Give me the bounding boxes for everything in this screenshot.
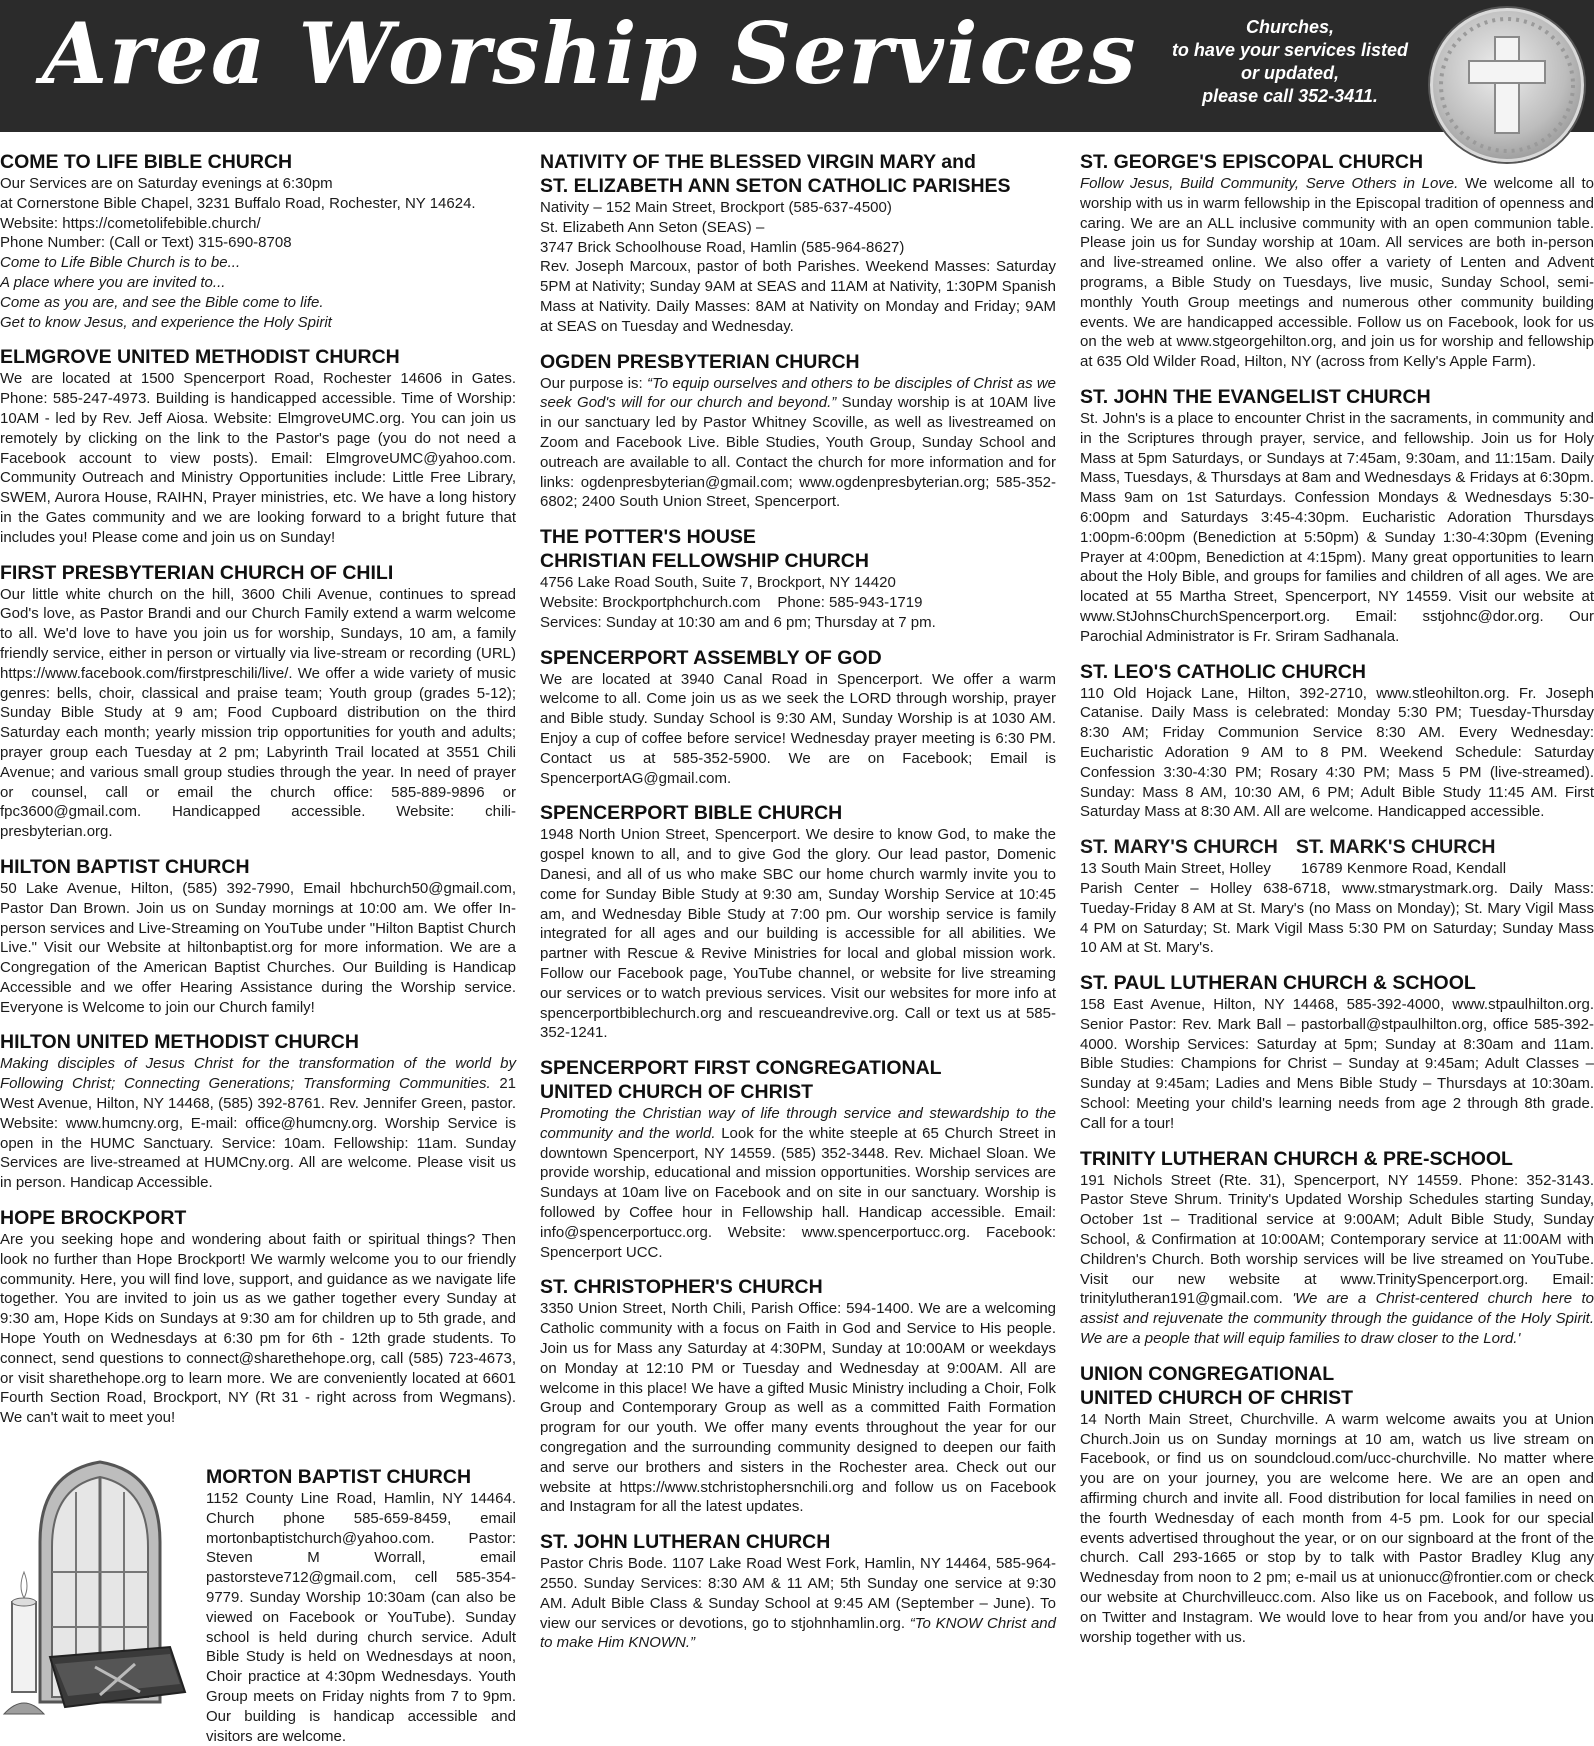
listing-motto: 'We are a Christ-centered church here to assist and rejuvenate the community through the guidance of the Holy Spirit. We are a people that will equip families to draw closer to the Lord.' — [1080, 1290, 1594, 1348]
cross-badge-icon — [1430, 8, 1584, 162]
church-window-illustration — [0, 1452, 200, 1729]
listing-line: Come as you are, and see the Bible come to life. — [0, 293, 324, 311]
listing-line: 3747 Brick Schoolhouse Road, Hamlin (585-964-8627) — [540, 238, 905, 256]
listing-line: Our Services are on Saturday evenings at 6:30pm — [0, 175, 333, 192]
listing-body — [1080, 1171, 1594, 1349]
listing-line: St. Elizabeth Ann Seton (SEAS) – — [540, 218, 765, 236]
listing-title: MORTON BAPTIST CHURCH — [206, 1466, 472, 1488]
listing-body: 110 Old Hojack Lane, Hilton, 392-2710, www.stleohilton.org. Fr. Joseph Catanise. Daily Mass is celebrated: Monday 5:30 PM; Tuesday-Thursday 8:30 AM; Friday Communion Service 8:30 AM. Every Wednesday: Eucharistic Adoration 9 AM to 8 PM. Weekend Schedule: Saturday Confession 3:30-4:30 PM; Rosary 4:30 PM; Mass 5 PM (live-streamed). Sunday: Mass 8 AM, 10:30 AM, 6 PM; Adult Bible Study 11:45 AM. First Saturday Mass at 8:30 AM. All are welcome. Handicapped accessible. — [1080, 684, 1594, 821]
listing-text: We welcome all to worship with us in warm fellowship in the Episcopal tradition of openness and caring. We are an ALL inclusive community with an open communion table. Please join us for Sunday worship at 10am. All services are both in-person and live-streamed online. We also offer a variety of Lenten and Advent programs, a Bible Study on Tuesdays, live music, Sunday School, semi-monthly Youth Group meetings and numerous other community building events. We are handicapped accessible. Follow us on Facebook, look for us on the web at www.stgeorgehilton.org, and join us for worship and fellowship at 635 Old Wilder Road, Hilton, NY (across from Kelly's Apple Farm). — [1080, 175, 1594, 371]
notice-line: Churches, — [1245, 17, 1335, 37]
listing-title: ELMGROVE UNITED METHODIST CHURCH — [0, 346, 400, 369]
column-3 — [1080, 150, 1594, 1660]
listing-title: SPENCERPORT BIBLE CHURCH — [540, 802, 843, 825]
listing-body — [540, 1104, 1056, 1262]
header-banner — [0, 0, 1594, 132]
listing-body: 3350 Union Street, North Chili, Parish Office: 594-1400. We are a welcoming Catholic community with a focus on Faith in God and Service to His people. Join us for Mass any Saturday at 4:30PM, Sunday at 10:00AM or weekdays on Monday at 12:10 PM or Tuesday and Wednesday at 9:00AM. All are welcome in this place! We have a gifted Music Ministry including a Choir, Folk Group and Contemporary Group as well as a committed Faith Formation program for our youth. We offer many events throughout the year for our congregation and the surrounding community designed to deepen our faith and serve our brothers and sisters in the Rochester area. Check out our website at https://www.stchristophersnchili.org and follow us on Facebook and Instagram for all the latest updates. — [540, 1300, 1056, 1516]
listing-line: 4756 Lake Road South, Suite 7, Brockport, NY 14420 — [540, 574, 896, 592]
listing-title: UNION CONGREGATIONAL — [1080, 1362, 1335, 1385]
listing-st-georges-episcopal — [1080, 150, 1594, 372]
listing-trinity-lutheran — [1080, 1147, 1594, 1349]
listing-line: Phone Number: (Call or Text) 315-690-8708 — [0, 234, 292, 252]
listing-morton-baptist — [206, 1465, 516, 1746]
column-2 — [540, 150, 1056, 1666]
notice-line: to have your services listed — [1171, 40, 1409, 60]
listing-line: Come to Life Bible Church is to be... — [0, 254, 241, 272]
listing-union-congregational — [1080, 1362, 1594, 1648]
notice-line: please call 352-3411. — [1202, 86, 1378, 106]
listing-title: ST. ELIZABETH ANN SETON CATHOLIC PARISHES — [540, 175, 1011, 197]
listing-address-pair — [1080, 859, 1594, 879]
listing-line: A place where you are invited to... — [0, 273, 226, 291]
listing-title: ST. CHRISTOPHER'S CHURCH — [540, 1276, 823, 1299]
listing-body: 50 Lake Avenue, Hilton, (585) 392-7990, Email hbchurch50@gmail.com, Pastor Dan Brown. Join us on Sunday mornings at 10:00 am. We offer In-person services and Live-Streaming on YouTube under "Hilton Baptist Church Live." Visit our Website at hiltonbaptist.org for more information. We are a Congregation of the American Baptist Churches. Our Building is Handicap Accessible and we offer Hearing Assistance during the Worship service. Everyone is Welcome to join our Church family! — [0, 879, 516, 1016]
listing-nativity-seas — [540, 150, 1056, 337]
listing-body — [1080, 174, 1594, 372]
listing-st-john-lutheran — [540, 1530, 1056, 1653]
listing-body: Rev. Joseph Marcoux, pastor of both Parishes. Weekend Masses: Saturday 5PM at Nativity; Sunday 9AM at SEAS and 11AM at Nativity, 1:30PM Spanish Mass at Nativity. Daily Masses: 8AM at Nativity on Monday and Friday; 9AM at SEAS on Tuesday and Wednesday. — [540, 258, 1056, 335]
listing-title: SPENCERPORT ASSEMBLY OF GOD — [540, 646, 882, 669]
listing-line: Nativity – 152 Main Street, Brockport (585-637-4500) — [540, 199, 892, 216]
listing-notice — [1155, 16, 1425, 108]
listing-line: 16789 Kenmore Road, Kendall — [1300, 860, 1507, 878]
listing-title: COME TO LIFE BIBLE CHURCH — [0, 151, 293, 173]
listing-hilton-umc — [0, 1030, 516, 1193]
listing-title: ST. MARK'S CHURCH — [1295, 836, 1496, 859]
listing-title: OGDEN PRESBYTERIAN CHURCH — [540, 350, 860, 373]
page-title: Area Worship Services — [42, 4, 1138, 103]
listing-body: Are you seeking hope and wondering about faith or spiritual things? Then look no further than Hope Brockport! We warmly welcome you to our friendly community. Here, you will find love, support, and guidance as we navigate life together. You are invited to join us as we gather together every Sunday at 9:30 am, Hope Kids on Sundays at 9:30 am for children up to 5th grade, and Hope Youth on Wednesdays at 6:30 pm for 6th - 12th grade students. To connect, send questions to connect@sharethehope.org, call (585) 723-4673, or visit sharethehope.org to learn more. We are conveniently located at 6601 Fourth Section Road, Brockport, NY (Rt 31 - right across from Wegmans). We can't wait to meet you! — [0, 1231, 516, 1427]
listing-title: FIRST PRESBYTERIAN CHURCH OF CHILI — [0, 561, 394, 584]
listing-st-john-evangelist — [1080, 385, 1594, 647]
listing-st-christophers — [540, 1275, 1056, 1517]
listing-title: ST. JOHN THE EVANGELIST CHURCH — [1080, 385, 1431, 408]
listing-spencerport-assembly-of-god — [540, 646, 1056, 789]
listing-ogden-presbyterian — [540, 350, 1056, 513]
listing-line: 13 South Main Street, Holley — [1080, 860, 1271, 878]
listing-line: Website: https://cometolifebible.church/ — [0, 214, 261, 232]
listing-text: Pastor Chris Bode. 1107 Lake Road West Fork, Hamlin, NY 14464, 585-964-2550. Sunday Services: 8:30 AM & 11 AM; 5th Sunday one service at 9:30 AM. Adult Bible Class & Sunday School at 9:45 AM (September – June). To view our services or devotions, go to stjohnhamlin.org. — [540, 1555, 1056, 1632]
listing-text: 21 West Avenue, Hilton, NY 14468, (585) 392-8761. Rev. Jennifer Green, pastor. Website: www.humcny.org, E-mail: office@humcny.org. Worship Service is open in the HUMC Sanctuary. Service: 10am. Fellowship: 11am. Sunday Services are live-streamed at HUMCny.org. All are welcome. Please visit us in person. Handicap Accessible. — [0, 1075, 516, 1192]
listing-body: 14 North Main Street, Churchville. A warm welcome awaits you at Union Church.Join us on Sunday mornings at 10 am, watch us live stream on Facebook, or find us on soundcloud.com/ucc-churchville. No matter where you are on your journey, you are welcome here. We are an open and affirming church and invite all. Food distribution for local families in need on the fourth Wednesday of each month from 4-5 pm. Look for our special events advertised throughout the year, or on our signboard at the front of the church. Call 293-1665 or stop by to talk with Pastor Bradley Klug any Wednesday from noon to 2 pm; e-mail us at unionucc@frontier.com or check our website at Churchvilleucc.com. Also like us on Facebook, and follow us on Twitter and Instagram. We would love to hear from you and/or have you worship together with us. — [1080, 1410, 1594, 1646]
listing-come-to-life-bible-church — [0, 150, 516, 332]
listing-first-presbyterian-chili — [0, 561, 516, 842]
listing-title: SPENCERPORT FIRST CONGREGATIONAL — [540, 1057, 942, 1080]
listing-st-leos — [1080, 660, 1594, 823]
listing-potters-house — [540, 525, 1056, 632]
listing-title-pair — [1080, 835, 1594, 859]
listing-title: NATIVITY OF THE BLESSED VIRGIN MARY and — [540, 151, 976, 173]
listing-line: Website: Brockportphchurch.com Phone: 585-943-1719 — [540, 593, 923, 611]
listing-motto: “To equip ourselves and others to be disciples of Christ as we seek God's will for our church and beyond.” — [540, 374, 1057, 412]
listing-body: We are located at 3940 Canal Road in Spencerport. We offer a warm welcome to all. Come join us as we seek the LORD through worship, prayer and Bible study. Sunday School is 9:30 AM, Sunday Worship is at 1030 AM. Enjoy a cup of coffee before service! Wednesday prayer meeting is 6:30 PM. Contact us at 585-352-5900. We are on Facebook; Email is SpencerportAG@gmail.com. — [540, 670, 1056, 787]
listing-body: Our little white church on the hill, 3600 Chili Avenue, continues to spread God's love, as Pastor Brandi and our Church Family extend a warm welcome to all. We'd love to have you join us for worship, Sundays, 10 am, a family friendly service, either in person or virtually via live-stream or recording (URL) https://www.facebook.com/firstpreschili/live/. We offer a wide variety of music genres: bells, choir, classical and praise team; Youth group (grades 5-12); Sunday Bible Study at 9 am; Food Cupboard distribution on the third Saturday each month; yearly mission trip opportunities for youth and adults; prayer group each Tuesday at 2 pm; Labyrinth Trail located at 3551 Chili Avenue; and various small group studies through the year. In need of prayer or counsel, call or email the church office: 585-889-9896 or fpc3600@gmail.com. Handicapped accessible. Website: chili-presbyterian.org. — [0, 585, 516, 841]
listing-title: ST. LEO'S CATHOLIC CHURCH — [1080, 660, 1366, 683]
listing-body: 1948 North Union Street, Spencerport. We desire to know God, to make the gospel known to all, and to give God the glory. Our lead pastor, Domenic Danesi, and all of us who make SBC our home church warmly invite you to come for Sunday Bible Study at 9:30 am, Sunday Worship Service at 10:45 am, and Wednesday Bible Study at 7:00 pm. Our worship service is family integrated for all ages and our building is accessible for all abilities. We partner with Rescue & Revive Ministries for local and global mission work. Follow our Facebook page, YouTube channel, or website for live streaming our services or to watch previous services. Visit our websites for more info at spencerportbiblechurch.org and rescueandrevive.org. Call or text us at 585-352-1241. — [540, 826, 1056, 1042]
listing-title: ST. PAUL LUTHERAN CHURCH & SCHOOL — [1080, 972, 1476, 995]
listing-body: 158 East Avenue, Hilton, NY 14468, 585-392-4000, www.stpaulhilton.org. Senior Pastor: Rev. Mark Ball – pastorball@stpaulhilton.org, office 585-392-4000. Worship Services: Saturday at 5pm; Sunday at 8:30am and 11am. Bible Studies: Champions for Christ – Sunday at 9:45am; Adult Classes – Sunday at 9:45am; Ladies and Mens Bible Study – Thursdays at 10:30am. School: Meeting your child's learning needs from age 2 through 8th grade. Call for a tour! — [1080, 996, 1594, 1132]
listing-elmgrove-umc — [0, 345, 516, 547]
listing-body: 1152 County Line Road, Hamlin, NY 14464. Church phone 585-659-8459, email mortonbaptistchurch@yahoo.com. Pastor: Steven M Worrall, email pastorsteve712@gmail.com, cell 585-354-9779. Sunday Worship 10:30am (can also be viewed on Facebook or YouTube). Sunday school is held during church service. Adult Bible Study is held on Wednesdays at noon, Choir practice at 4:30pm Wednesdays. Youth Group meets on Friday nights from 7 to 9pm. Our building is handicap accessible and visitors are welcome. — [206, 1490, 516, 1745]
listing-title: THE POTTER'S HOUSE — [540, 526, 756, 549]
listing-text: 191 Nichols Street (Rte. 31), Spencerport, NY 14559. Phone: 352-3143. Pastor Steve Shrum. Trinity's Updated Worship Schedules starting Sunday, October 1st – Traditional service at 9:00AM; Adult Bible Study, Sunday School, & Confirmation at 10:00AM; Contemporary service at 11:00AM with Children's Church. Both worship services will be live streamed on YouTube. Visit our new website at www.TrinitySpencerport.org. Email: trinitylutheran191@gmail.com. — [1080, 1171, 1594, 1308]
listing-text: Our purpose is: — [540, 374, 647, 392]
listing-line: Services: Sunday at 10:30 am and 6 pm; Thursday at 7 pm. — [540, 613, 936, 631]
notice-line: or updated, — [1241, 63, 1339, 83]
listing-title: HOPE BROCKPORT — [0, 1207, 187, 1230]
listing-hilton-baptist — [0, 855, 516, 1018]
listing-title: UNITED CHURCH OF CHRIST — [1080, 1386, 1353, 1409]
listing-spencerport-bible-church — [540, 801, 1056, 1043]
column-1 — [0, 150, 516, 1441]
listing-motto: Follow Jesus, Build Community, Serve Others in Love. — [1080, 175, 1459, 192]
listing-text: Look for the white steeple at 65 Church Street in downtown Spencerport, NY 14559. (585) 352-3448. Rev. Michael Sloan. We provide worship, educational and mission opportunities. Worship services are Sundays at 10am live on Facebook and on site in our sanctuary. Worship is followed by Coffee hour in Fellowship hall. Handicap accessible. Email: info@spencerportucc.org. Website: www.spencerportucc.org. Facebook: Spencerport UCC. — [540, 1124, 1056, 1261]
listing-line: at Cornerstone Bible Chapel, 3231 Buffalo Road, Rochester, NY 14624. — [0, 194, 476, 212]
listing-title: UNITED CHURCH OF CHRIST — [540, 1081, 813, 1104]
listing-body: St. John's is a place to encounter Christ in the sacraments, in community and in the Scriptures through prayer, service, and fellowship. Join us for Holy Mass at 5pm Saturdays, or Sundays at 7:45am, 9:30am, and 11:15am. Daily Mass, Tuesdays, & Thursdays at 8am and Wednesdays & Fridays at 6:30pm. Mass 9am on 1st Saturdays. Confession Mondays & Wednesdays 5:30-6:00pm and Saturdays 3:45-4:30pm. Eucharistic Adoration Thursdays 1:00pm-6:00pm (Benediction at 5:50pm) & Sunday 1:30-4:30pm (Evening Prayer at 4:00pm, Benediction at 4:15pm). Many great opportunities to learn about the Holy Bible, and groups for families and children of all ages. We are located at 55 Martha Street, Spencerport, NY 14559. Visit our website at www.StJohnsChurchSpencerport.org. Email: sstjohnc@dor.org. Our Parochial Administrator is Fr. Sriram Sadhanala. — [1080, 409, 1594, 645]
listing-st-paul-lutheran — [1080, 971, 1594, 1134]
listing-spencerport-first-congregational — [540, 1056, 1056, 1262]
listing-body — [0, 1054, 516, 1193]
listing-st-marys-st-marks — [1080, 835, 1594, 958]
listing-line: Get to know Jesus, and experience the Holy Spirit — [0, 313, 332, 331]
listing-motto: Promoting the Christian way of life through service and stewardship to the community and the world. — [540, 1105, 1056, 1142]
listing-title: HILTON UNITED METHODIST CHURCH — [0, 1031, 359, 1054]
listing-title: ST. MARY'S CHURCH — [1080, 836, 1278, 859]
listing-motto: Making disciples of Jesus Christ for the transformation of the world by Following Christ; Connecting Generations; Transforming Communities. — [0, 1055, 516, 1093]
listing-body: We are located at 1500 Spencerport Road, Rochester 14606 in Gates. Phone: 585-247-4973. Building is handicapped accessible. Time of Worship: 10AM - led by Rev. Jeff Aiosa. Website: ElmgroveUMC.org. You can join us remotely by clicking on the link to the Pastor's page (you do not need a Facebook account to view posts). Email: ElmgroveUMC@yahoo.com. Community Outreach and Ministry Opportunities include: Little Free Library, SWEM, Aurora House, RAIHN, Prayer ministries, etc. We have a long history in the Gates community and we are looking forward to a bright future that includes you! Please come and join us on Sunday! — [0, 370, 516, 546]
listing-hope-brockport — [0, 1206, 516, 1428]
listing-text: Sunday worship is at 10AM live in our sanctuary led by Pastor Whitney Scoville, as well as livestreamed on Zoom and Facebook Live. Bible Studies, Youth Group, Sunday School and outreach are available to all. Contact the church for more information and for links: ogdenpresbyterian@gmail.com; www.ogdenpresbyterian.org; 585-352-6802; 2400 South Union Street, Spencerport. — [540, 394, 1056, 511]
listing-motto: “To KNOW Christ and to make Him KNOWN.” — [540, 1614, 1056, 1652]
listing-title: TRINITY LUTHERAN CHURCH & PRE-SCHOOL — [1080, 1147, 1513, 1170]
listing-title: ST. JOHN LUTHERAN CHURCH — [540, 1531, 831, 1554]
listing-body — [540, 374, 1056, 513]
listing-title: CHRISTIAN FELLOWSHIP CHURCH — [540, 550, 869, 573]
listing-body: Parish Center – Holley 638-6718, www.stmarystmark.org. Daily Mass: Tueday-Friday 8 AM at St. Mary's (no Mass on Monday); St. Mary Vigil Mass 4 PM on Saturday; St. Mark Vigil Mass 5:30 PM on Saturday; Sunday Mass 10 AM at St. Mary's. — [1080, 879, 1594, 957]
listing-body — [540, 1554, 1056, 1653]
listing-title: HILTON BAPTIST CHURCH — [0, 855, 250, 878]
listing-title: ST. GEORGE'S EPISCOPAL CHURCH — [1080, 151, 1424, 173]
